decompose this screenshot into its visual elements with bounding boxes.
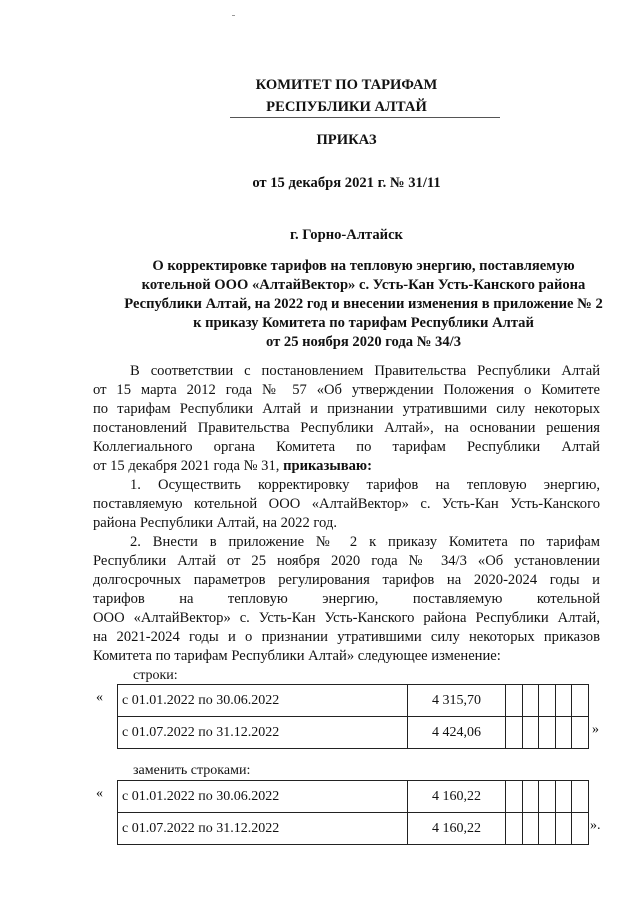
body-line: по тарифам Республики Алтай и признании утратившими силу некоторых: [93, 401, 600, 417]
old-rows-label: строки:: [133, 668, 178, 683]
period-cell: с 01.01.2022 по 30.06.2022: [118, 781, 408, 813]
subject-line: к приказу Комитета по тарифам Республики Алтай: [193, 315, 534, 331]
body-line: 2. Внести в приложение № 2 к приказу Комитета по тарифам: [130, 534, 600, 550]
table-row: [118, 717, 589, 749]
org-name-line2: РЕСПУБЛИКИ АЛТАЙ: [266, 99, 427, 115]
period-cell: с 01.01.2022 по 30.06.2022: [118, 685, 408, 717]
body-line: поставляемую котельной ООО «АлтайВектор» с. Усть-Кан Усть-Канского: [93, 496, 600, 512]
open-quote: «: [96, 690, 103, 705]
value-cell: 4 160,22: [408, 781, 506, 813]
body-line: постановлений Правительства Республики Алтай», на основании решения: [93, 420, 600, 436]
close-quote: ».: [590, 818, 601, 833]
subject-line: котельной ООО «АлтайВектор» с. Усть-Кан Усть-Канского района: [141, 277, 586, 293]
body-line: на 2021-2024 годы и о признании утратившими силу некоторых приказов: [93, 629, 600, 645]
body-line: долгосрочных параметров регулирования тарифов на 2020-2024 годы и: [93, 572, 600, 588]
body-line: Республики Алтай от 25 ноября 2020 года № 34/3 «Об установлении: [93, 553, 600, 569]
period-cell: с 01.07.2022 по 31.12.2022: [118, 813, 408, 845]
subject-line: О корректировке тарифов на тепловую энергию, поставляемую: [152, 258, 575, 274]
body-line: [93, 457, 600, 476]
body-line: тарифов на тепловую энергию, поставляемую котельной: [93, 591, 600, 607]
date-number: от 15 декабря 2021 г. № 31/11: [252, 175, 441, 191]
table-row: [118, 813, 589, 845]
table-row: [118, 781, 589, 813]
subject-line: от 25 ноября 2020 года № 34/3: [265, 334, 461, 350]
body-line: ООО «АлтайВектор» с. Усть-Кан Усть-Канского района Республики Алтай,: [93, 610, 600, 626]
scan-speck: [232, 15, 235, 16]
open-quote: «: [96, 786, 103, 801]
value-cell: 4 315,70: [408, 685, 506, 717]
new-rows-table: [117, 780, 589, 845]
body-line: Комитета по тарифам Республики Алтай» следующее изменение:: [93, 648, 501, 664]
close-quote: »: [592, 722, 599, 737]
doc-type: ПРИКАЗ: [316, 132, 377, 148]
value-cell: 4 160,22: [408, 813, 506, 845]
body-line: района Республики Алтай, на 2022 год.: [93, 515, 337, 531]
subject-line: Республики Алтай, на 2022 год и внесении изменения в приложение № 2: [124, 296, 603, 312]
org-name-line1: КОМИТЕТ ПО ТАРИФАМ: [255, 77, 438, 93]
body-line: от 15 марта 2012 года № 57 «Об утверждении Положения о Комитете: [93, 382, 600, 398]
city: г. Горно-Алтайск: [290, 227, 403, 243]
old-rows-table: [117, 684, 589, 749]
body-text: от 15 декабря 2021 года № 31,: [93, 458, 284, 474]
table-row: [118, 685, 589, 717]
period-cell: с 01.07.2022 по 31.12.2022: [118, 717, 408, 749]
body-line: Коллегиального органа Комитета по тарифам Республики Алтай: [93, 439, 600, 455]
new-rows-label: заменить строками:: [133, 763, 251, 778]
body-line: В соответствии с постановлением Правительства Республики Алтай: [130, 363, 600, 379]
value-cell: 4 424,06: [408, 717, 506, 749]
body-line: 1. Осуществить корректировку тарифов на тепловую энергию,: [130, 477, 600, 493]
order-word: приказываю:: [283, 458, 372, 474]
header-rule: [230, 117, 500, 118]
